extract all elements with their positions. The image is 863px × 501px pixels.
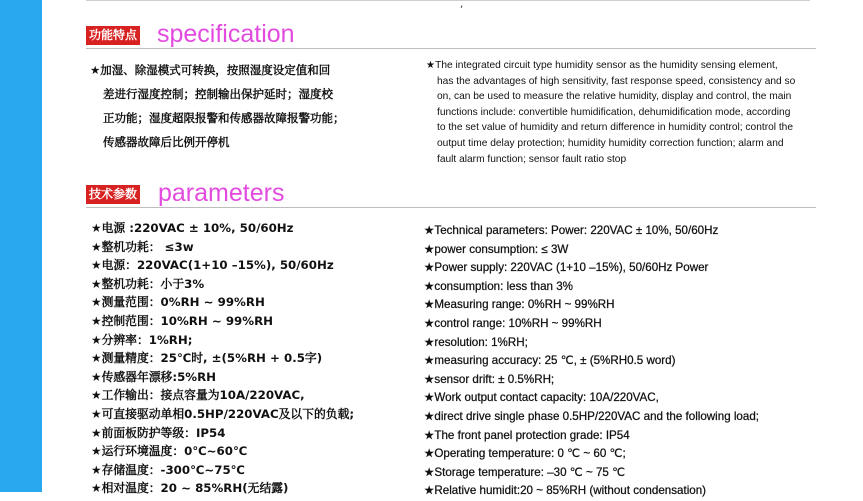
spec-en-line: on, can be used to measure the relative humidity, display and control, the main (437, 91, 792, 103)
spec-en-line: functions include: convertible humidification, dehumidification mode, according (437, 106, 791, 118)
param-cn-row: ★测量精度：25℃时, ±(5%RH + 0.5字) (91, 351, 323, 366)
top-divider (86, 0, 810, 1)
left-accent-bar (0, 0, 42, 492)
spec-divider (86, 48, 816, 49)
param-cn-row: ★整机功耗： ≤3w (91, 239, 194, 254)
param-en-row: ★Operating temperature: 0 ℃ ~ 60 ℃; (424, 447, 626, 461)
param-cn-row: ★可直接驱动单相0.5HP/220VAC及以下的负载; (91, 406, 355, 421)
param-en-row: ★Measuring range: 0%RH ~ 99%RH (424, 298, 615, 312)
spec-cn-line: 传感器故障后比例开停机 (103, 135, 230, 149)
param-cn-row: ★电源 :220VAC ± 10%, 50/60Hz (91, 221, 294, 235)
params-cn-list (91, 219, 354, 498)
param-cn-row: ★相对温度：20 ~ 85%RH(无结露) (91, 481, 289, 496)
param-en-row: ★consumption: less than 3% (424, 279, 573, 293)
param-cn-row: ★工作输出：接点容量为10A/220VAC, (91, 388, 305, 403)
param-en-row: ★resolution: 1%RH; (424, 335, 528, 349)
params-title: parameters (158, 179, 285, 207)
spec-title: specification (157, 20, 295, 48)
spec-en-line: output time delay protection; humidity humidity correction function; alarm and (437, 137, 784, 149)
param-en-row: ★Relative humidit:20 ~ 85%RH (without condensation) (424, 484, 707, 498)
top-mark: , (460, 0, 464, 10)
params-section-header (86, 177, 816, 207)
param-cn-row: ★测量范围：0%RH ~ 99%RH (91, 295, 265, 310)
spec-cn-line: 正功能；湿度超限报警和传感器故障报警功能； (103, 111, 345, 125)
spec-en-line: fault alarm function; sensor fault ratio stop (437, 153, 627, 165)
spec-cn-line: ★加湿、除湿模式可转换，按照湿度设定值和回 (90, 63, 331, 77)
param-cn-row: ★存储温度：-300℃~75℃ (91, 462, 245, 477)
param-en-row: ★sensor drift: ± 0.5%RH; (424, 372, 555, 386)
param-en-row: ★Power supply: 220VAC (1+10 –15%), 50/60Hz Power (424, 261, 709, 275)
param-en-row: ★control range: 10%RH ~ 99%RH (424, 316, 602, 330)
param-en-row: ★Technical parameters: Power: 220VAC ± 10%, 50/60Hz (424, 224, 719, 237)
param-cn-row: ★控制范围：10%RH ~ 99%RH (91, 313, 274, 328)
spec-en-block (426, 58, 826, 167)
param-cn-row: ★电源：220VAC(1+10 –15%), 50/60Hz (91, 258, 334, 273)
param-en-row: ★The front panel protection grade: IP54 (424, 428, 630, 442)
params-tag: 技术参数 (86, 185, 140, 204)
spec-tag: 功能特点 (86, 26, 140, 45)
spec-en-line: ★The integrated circuit type humidity sensor as the humidity sensing element, (426, 60, 778, 71)
param-en-row: ★Storage temperature: –30 ℃ ~ 75 ℃ (424, 465, 626, 479)
spec-cn-line: 差进行湿度控制；控制输出保护延时；湿度校 (103, 87, 333, 101)
param-cn-row: ★前面板防护等级：IP54 (91, 425, 226, 440)
param-en-row: ★measuring accuracy: 25 ℃, ± (5%RH0.5 word) (424, 354, 676, 368)
spec-en-line: has the advantages of high sensitivity, fast response speed, consistency and so (437, 75, 796, 87)
param-cn-row: ★分辨率：1%RH; (91, 332, 193, 347)
params-en-list (424, 222, 759, 501)
params-divider (86, 207, 816, 208)
param-cn-row: ★传感器年漂移:5%RH (91, 369, 217, 384)
param-cn-row: ★整机功耗：小于3% (91, 276, 205, 291)
param-en-row: ★power consumption: ≤ 3W (424, 242, 569, 256)
spec-en-line: to the set value of humidity and return difference in humidity control; control the (437, 122, 794, 134)
param-en-row: ★direct drive single phase 0.5HP/220VAC and the following load; (424, 409, 760, 423)
spec-section-header (86, 18, 816, 48)
param-en-row: ★Work output contact capacity: 10A/220VAC, (424, 391, 659, 405)
param-cn-row: ★运行环境温度：0℃~60℃ (91, 444, 248, 459)
spec-cn-block (90, 58, 390, 154)
